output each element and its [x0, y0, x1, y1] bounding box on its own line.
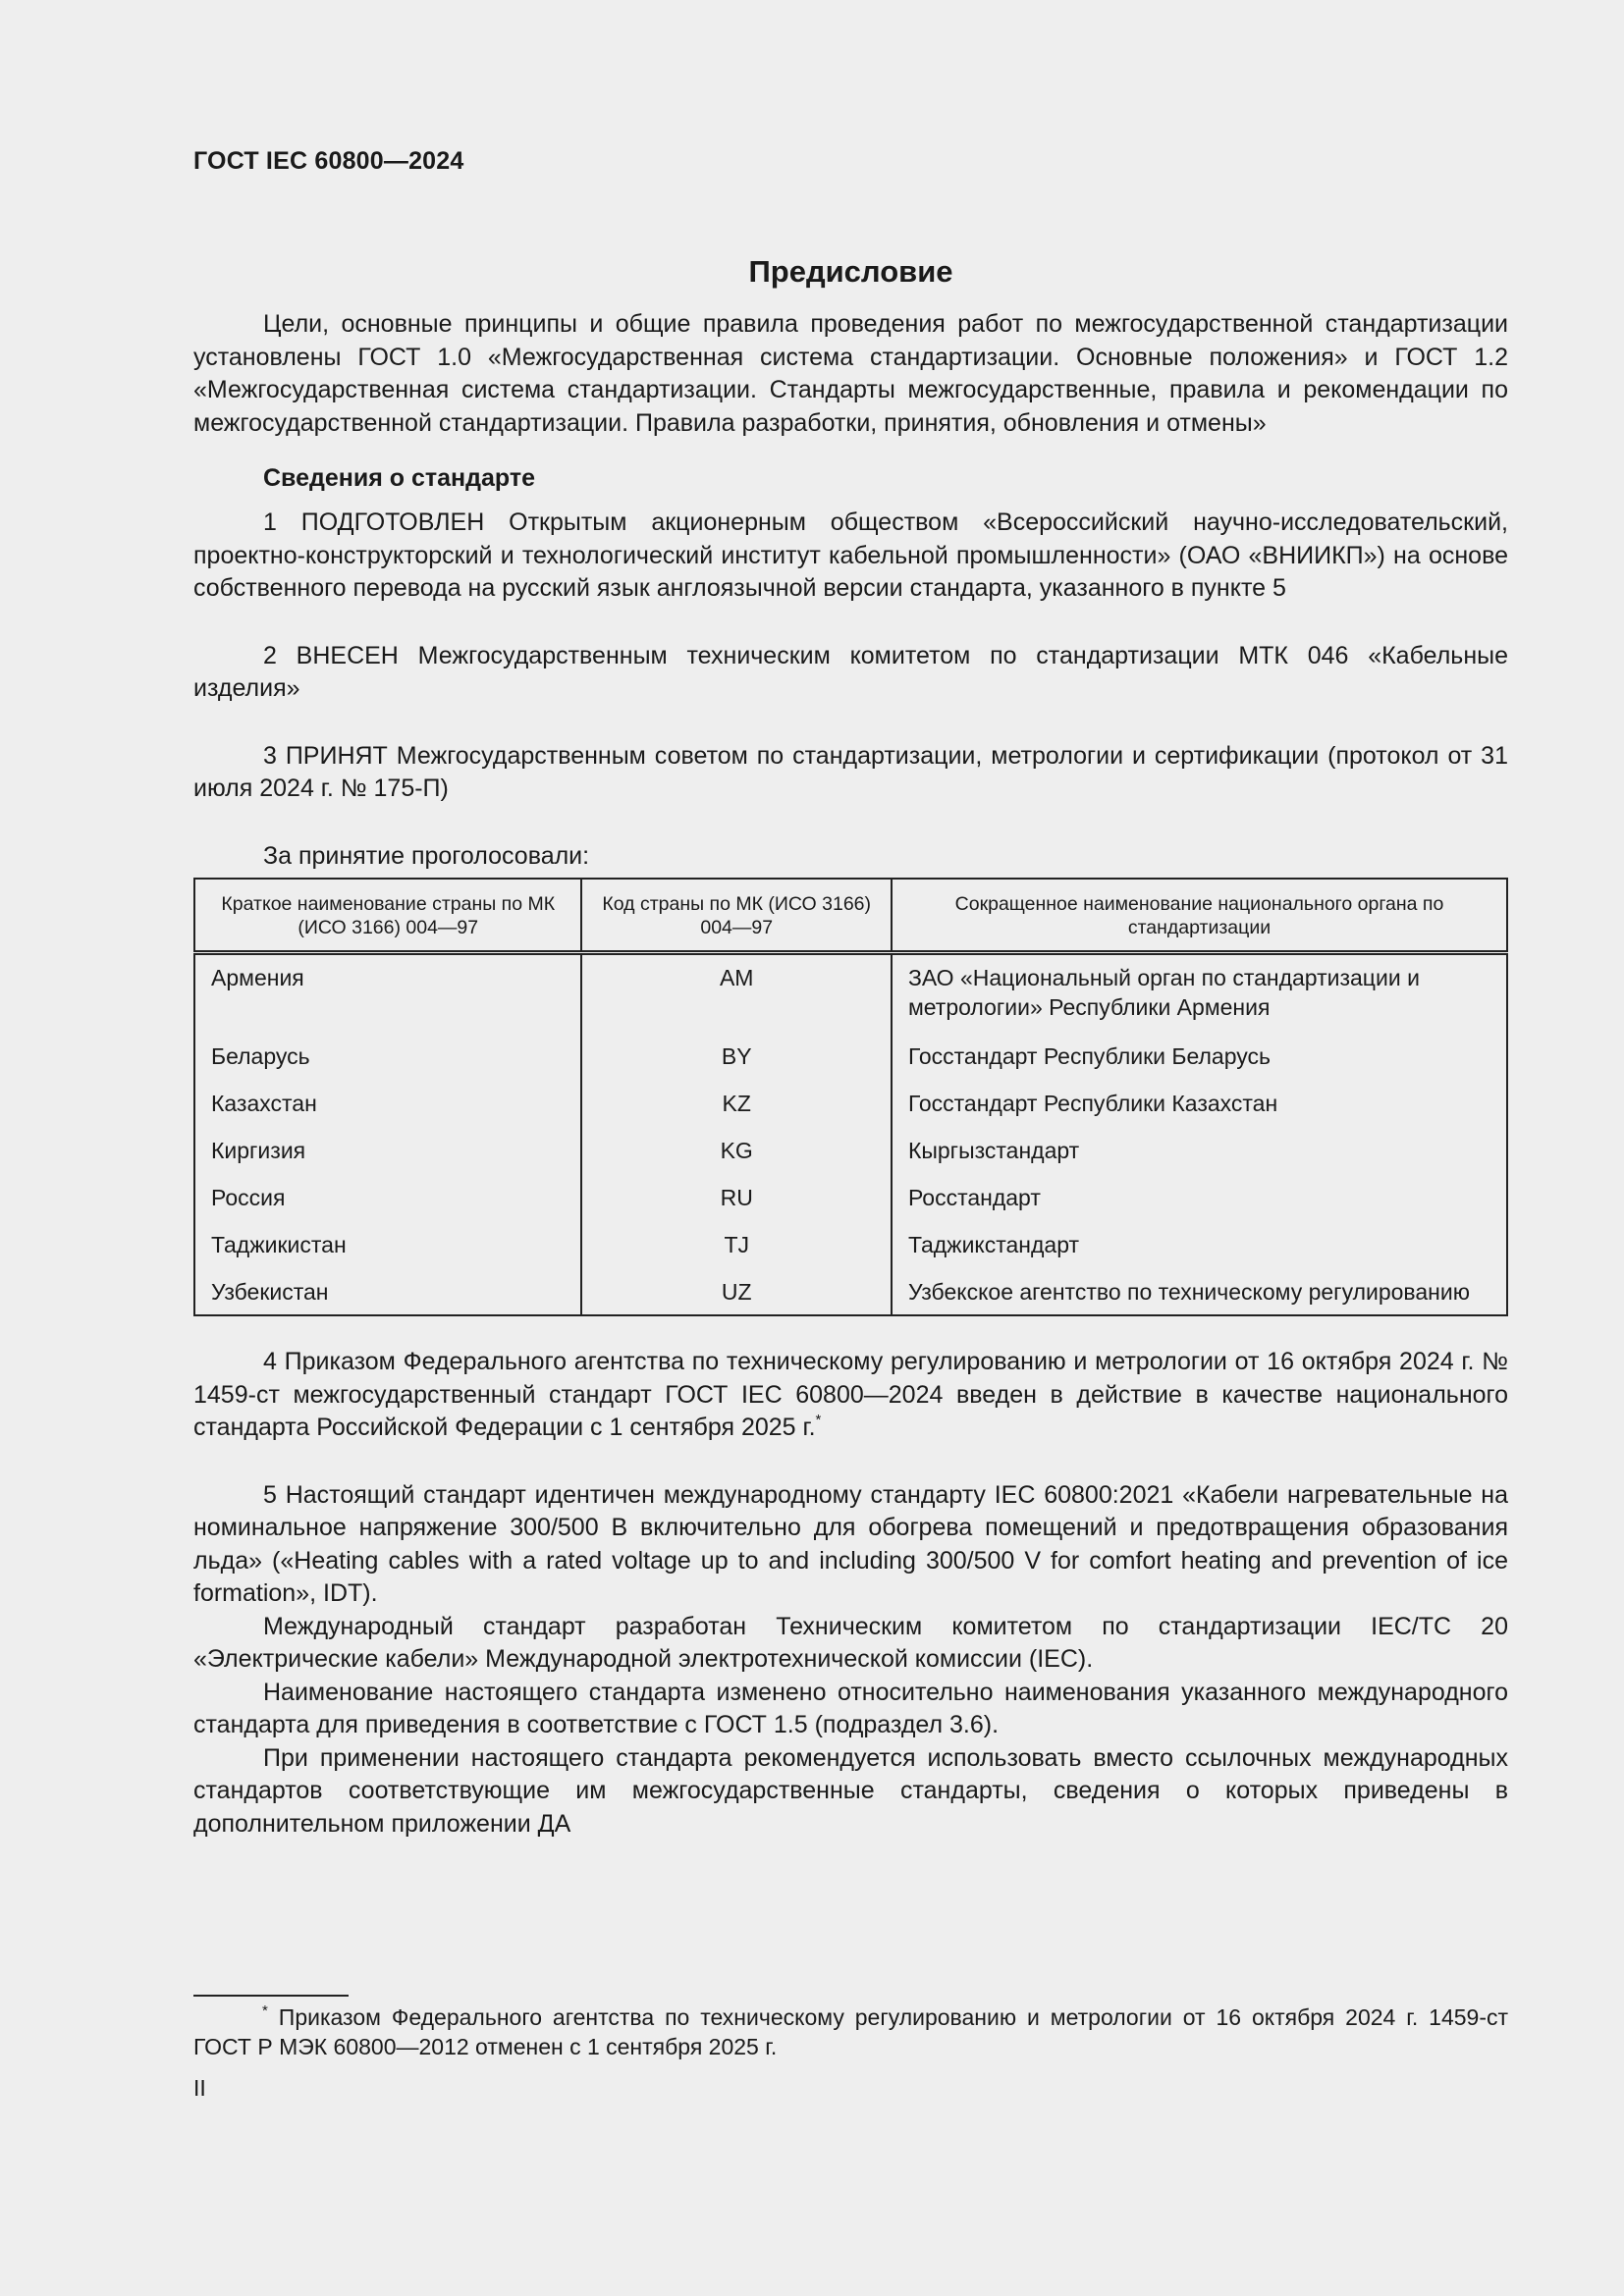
code-cell: KZ: [581, 1083, 891, 1130]
body-cell: Таджикстандарт: [892, 1224, 1507, 1271]
item-5-paragraph-4: При применении настоящего стандарта рекомендуется использовать вместо ссылочных международных стандартов соответствующие им межгосударственные стандарты, сведения о которых приведены в дополнительном приложении ДА: [193, 1743, 1508, 1838]
item-3-paragraph: 3 ПРИНЯТ Межгосударственным советом по стандартизации, метрологии и сертификации (протокол от 31 июля 2024 г. № 175-П): [193, 741, 1508, 802]
country-cell: Таджикистан: [194, 1224, 581, 1271]
code-cell: KG: [581, 1130, 891, 1177]
footnote: [193, 2002, 1508, 2061]
item-1-paragraph: 1 ПОДГОТОВЛЕН Открытым акционерным обществом «Всероссийский научно-исследовательский, проектно-конструкторский и технологический институт кабельной промышленности» (ОАО «ВНИИКП») на основе собственного перевода на русский язык англоязычной версии стандарта, указанного в пункте 5: [193, 508, 1508, 602]
document-page: [193, 147, 1508, 1841]
body-cell: ЗАО «Национальный орган по стандартизации и метрологии» Республики Армения: [892, 953, 1507, 1037]
table-row: [194, 953, 1507, 1037]
code-cell: RU: [581, 1177, 891, 1224]
item-5-paragraph: 5 Настоящий стандарт идентичен международному стандарту IEC 60800:2021 «Кабели нагревательные на номинальное напряжение 300/500 В включительно для обогрева помещений и предотвращения образования льда» («Heating cables with a rated voltage up to and including 300/500 V for comfort heating and prevention of ice formation», IDT).: [193, 1480, 1508, 1607]
item-5-paragraph-3: Наименование настоящего стандарта изменено относительно наименования указанного международного стандарта для приведения в соответствие с ГОСТ 1.5 (подраздел 3.6).: [193, 1678, 1508, 1738]
vote-label: За принятие проголосовали:: [263, 841, 590, 870]
table-header-cell-code: Код страны по МК (ИСО 3166) 004—97: [581, 879, 891, 953]
table-header-row: [194, 879, 1507, 953]
code-cell: UZ: [581, 1271, 891, 1315]
country-cell: Казахстан: [194, 1083, 581, 1130]
table-row: [194, 1036, 1507, 1083]
intro-paragraph: Цели, основные принципы и общие правила проведения работ по межгосударственной стандартизации установлены ГОСТ 1.0 «Межгосударственная система стандартизации. Основные положения» и ГОСТ 1.2 «Межгосударственная система стандартизации. Стандарты межгосударственные, правила и рекомендации по межгосударственной стандартизации. Правила разработки, принятия, обновления и отмены»: [193, 310, 1508, 437]
body-cell: Росстандарт: [892, 1177, 1507, 1224]
country-cell: Узбекистан: [194, 1271, 581, 1315]
code-cell: BY: [581, 1036, 891, 1083]
code-cell: TJ: [581, 1224, 891, 1271]
item-4-text: 4 Приказом Федерального агентства по техническому регулированию и метрологии от 16 октября 2024 г. № 1459-ст межгосударственный стандарт ГОСТ IEC 60800—2024 введен в действие в качестве национального стандарта Российской Федерации с 1 сентября 2025 г.: [193, 1348, 1508, 1441]
item-2-paragraph: 2 ВНЕСЕН Межгосударственным техническим комитетом по стандартизации МТК 046 «Кабельные изделия»: [193, 641, 1508, 702]
section-subheading: Сведения о стандарте: [263, 464, 536, 492]
country-cell: Киргизия: [194, 1130, 581, 1177]
body-cell: Узбекское агентство по техническому регулированию: [892, 1271, 1507, 1315]
country-cell: Армения: [194, 953, 581, 1037]
table-row: [194, 1224, 1507, 1271]
voting-countries-table: [193, 878, 1508, 1316]
country-cell: Россия: [194, 1177, 581, 1224]
document-header: ГОСТ IEC 60800—2024: [193, 147, 464, 175]
page-title: Предисловие: [748, 254, 953, 289]
country-cell: Беларусь: [194, 1036, 581, 1083]
footnote-reference-mark: *: [815, 1412, 822, 1428]
code-cell: AM: [581, 953, 891, 1037]
table-row: [194, 1271, 1507, 1315]
body-cell: Госстандарт Республики Беларусь: [892, 1036, 1507, 1083]
table-row: [194, 1177, 1507, 1224]
table-header-cell-body: Сокращенное наименование национального органа по стандартизации: [892, 879, 1507, 953]
table-header-cell-country: Краткое наименование страны по МК (ИСО 3166) 004—97: [194, 879, 581, 953]
footnote-divider: [193, 1995, 349, 1997]
footnote-mark: *: [262, 2002, 268, 2019]
footnote-text: Приказом Федерального агентства по техническому регулированию и метрологии от 16 октября 2024 г. 1459-ст ГОСТ Р МЭК 60800—2012 отменен с 1 сентября 2025 г.: [193, 2004, 1509, 2059]
item-4-paragraph: [193, 1346, 1508, 1445]
table-row: [194, 1130, 1507, 1177]
page-number: II: [193, 2075, 206, 2101]
item-5-paragraph-2: Международный стандарт разработан Техническим комитетом по стандартизации IEC/TC 20 «Электрические кабели» Международной электротехнической комиссии (IEC).: [193, 1612, 1508, 1673]
body-cell: Кыргызстандарт: [892, 1130, 1507, 1177]
table-row: [194, 1083, 1507, 1130]
body-cell: Госстандарт Республики Казахстан: [892, 1083, 1507, 1130]
